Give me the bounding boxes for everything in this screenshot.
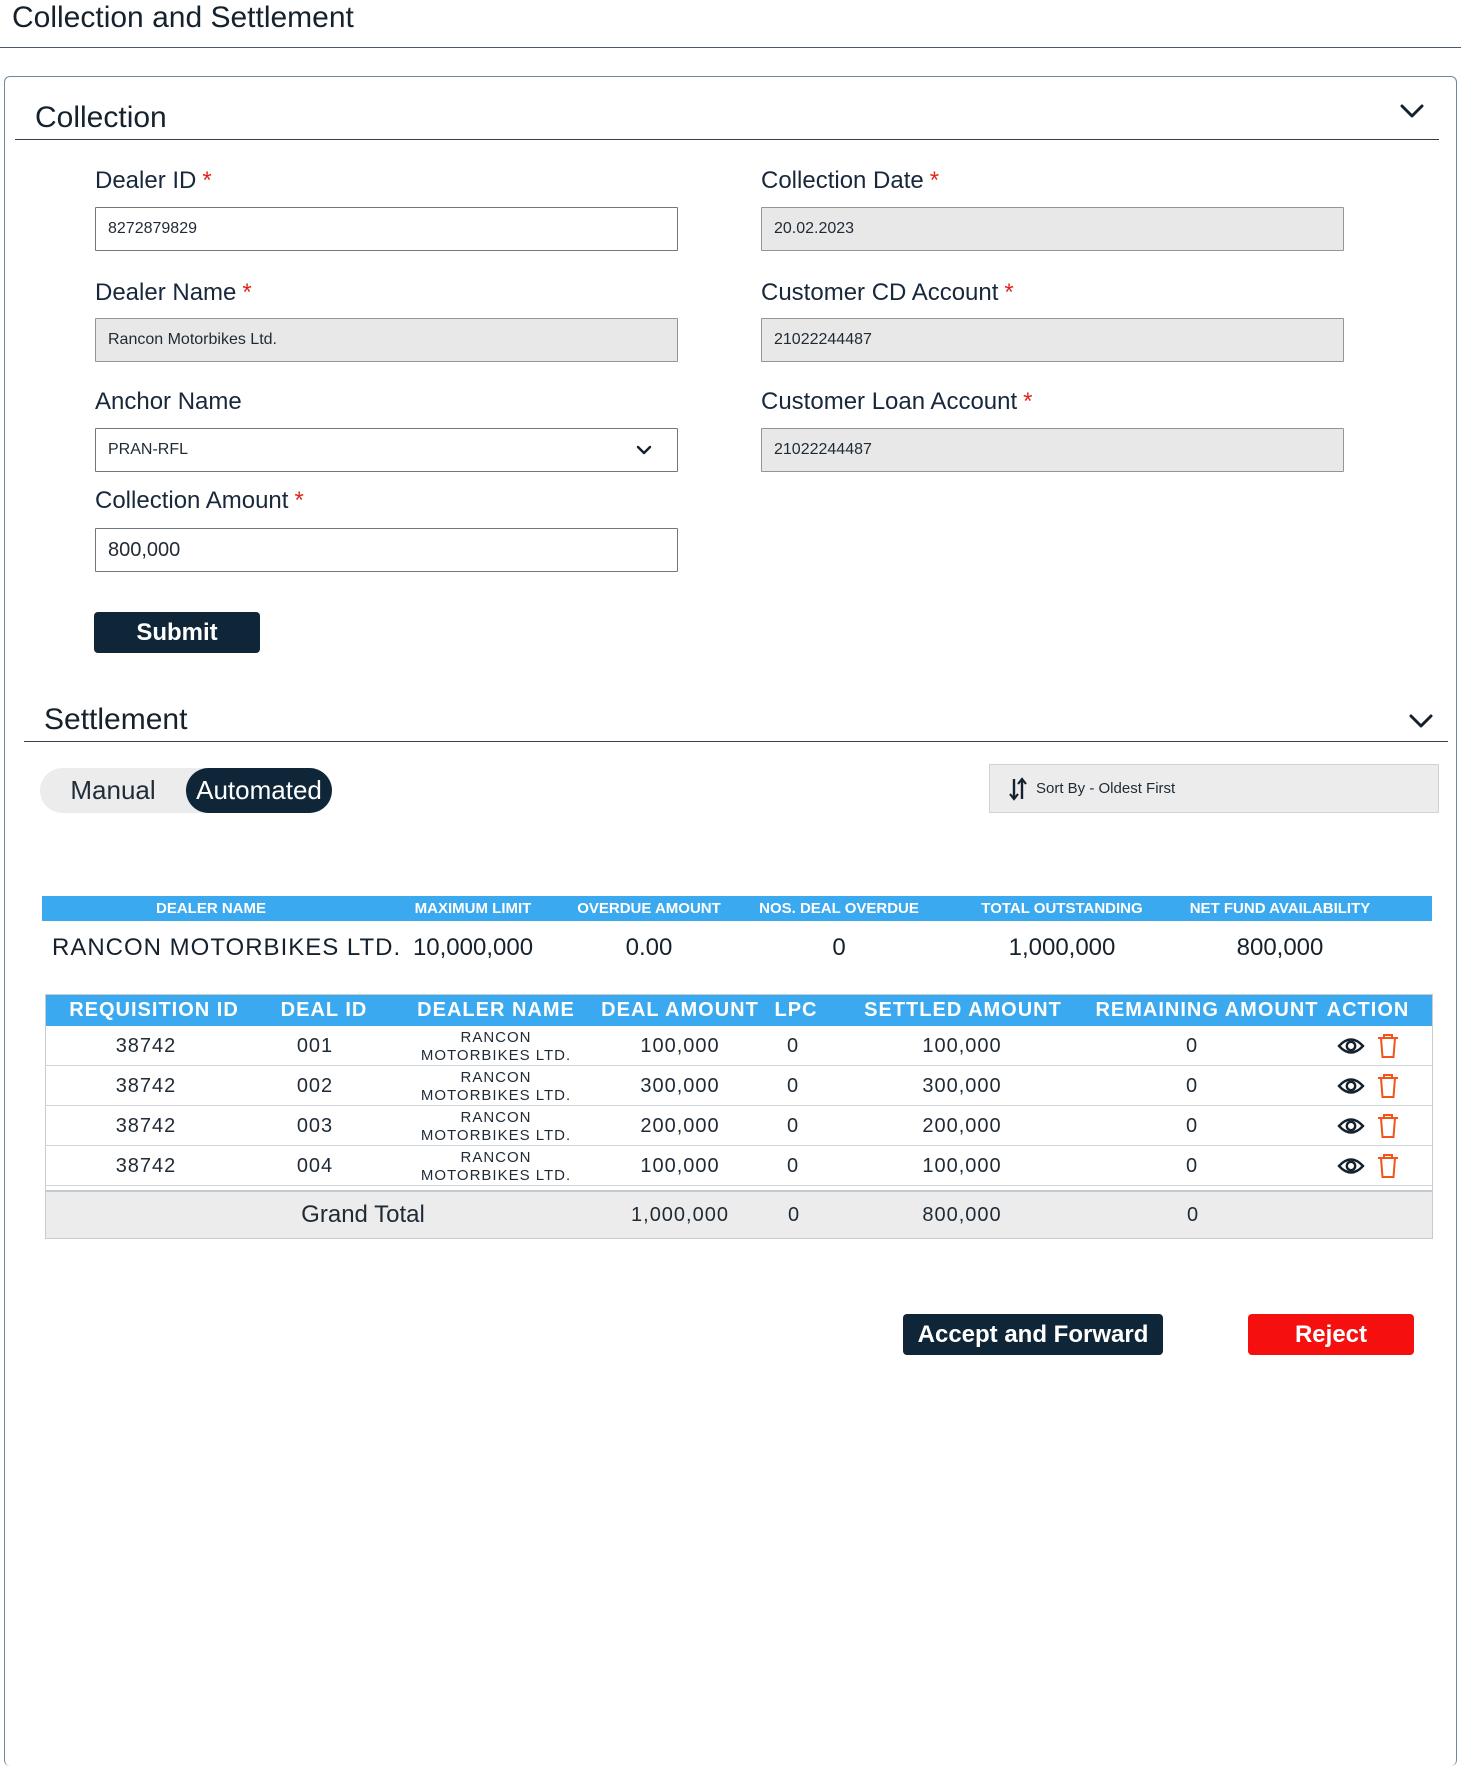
grand-total-lpc: 0 bbox=[787, 1204, 801, 1226]
summary-header-overdue-amount: OVERDUE AMOUNT bbox=[577, 900, 721, 917]
cell-deal-amount: 100,000 bbox=[640, 1035, 720, 1057]
reject-button[interactable]: Reject bbox=[1248, 1314, 1414, 1355]
deals-table-header bbox=[46, 995, 1432, 1026]
header-remaining-amount: REMAINING AMOUNT bbox=[1095, 999, 1319, 1021]
cell-deal-amount: 300,000 bbox=[640, 1075, 720, 1097]
accept-and-forward-button[interactable]: Accept and Forward bbox=[903, 1314, 1163, 1355]
customer-loan-account-input[interactable]: 21022244487 bbox=[761, 428, 1344, 472]
row-actions bbox=[1337, 1146, 1399, 1186]
trash-icon[interactable] bbox=[1377, 1073, 1399, 1099]
cell-requisition-id: 38742 bbox=[115, 1035, 177, 1057]
collection-date-label: Collection Date * bbox=[761, 167, 940, 194]
customer-cd-account-input[interactable]: 21022244487 bbox=[761, 318, 1344, 362]
collection-date-input[interactable]: 20.02.2023 bbox=[761, 207, 1344, 251]
summary-maximum-limit: 10,000,000 bbox=[412, 934, 534, 961]
header-deal-id: DEAL ID bbox=[280, 999, 368, 1021]
cell-lpc: 0 bbox=[786, 1075, 800, 1097]
grand-total-deal-amount: 1,000,000 bbox=[631, 1204, 729, 1226]
toggle-automated[interactable]: Automated bbox=[186, 768, 332, 813]
toggle-manual[interactable]: Manual bbox=[70, 775, 156, 805]
summary-net-fund-availability: 800,000 bbox=[1236, 934, 1324, 961]
cell-remaining-amount: 0 bbox=[1185, 1115, 1199, 1137]
summary-header-net-fund-availability: NET FUND AVAILABILITY bbox=[1189, 900, 1371, 917]
header-requisition-id: REQUISITION ID bbox=[69, 999, 239, 1021]
cell-dealer-name: RANCON MOTORBIKES LTD. bbox=[420, 1029, 572, 1064]
cell-deal-id: 004 bbox=[296, 1155, 334, 1177]
summary-total-outstanding: 1,000,000 bbox=[1008, 934, 1116, 961]
eye-icon[interactable] bbox=[1337, 1156, 1365, 1176]
dealer-name-input[interactable]: Rancon Motorbikes Ltd. bbox=[95, 318, 678, 362]
dealer-id-input[interactable]: 8272879829 bbox=[95, 207, 678, 251]
chevron-down-icon bbox=[635, 441, 653, 459]
table-row bbox=[46, 1146, 1432, 1186]
cell-settled-amount: 300,000 bbox=[922, 1075, 1002, 1097]
settlement-divider bbox=[24, 741, 1448, 742]
cell-lpc: 0 bbox=[786, 1035, 800, 1057]
cell-remaining-amount: 0 bbox=[1185, 1155, 1199, 1177]
dealer-id-label: Dealer ID * bbox=[95, 167, 212, 194]
submit-button[interactable]: Submit bbox=[94, 612, 260, 653]
cell-remaining-amount: 0 bbox=[1185, 1075, 1199, 1097]
table-row bbox=[46, 1066, 1432, 1106]
cell-deal-amount: 200,000 bbox=[640, 1115, 720, 1137]
cell-dealer-name: RANCON MOTORBIKES LTD. bbox=[420, 1149, 572, 1184]
summary-header-maximum-limit: MAXIMUM LIMIT bbox=[414, 900, 532, 917]
grand-total-label: Grand Total bbox=[301, 1201, 425, 1228]
collection-section-title: Collection bbox=[35, 101, 167, 134]
deals-table bbox=[45, 994, 1433, 1239]
settlement-section-title: Settlement bbox=[44, 703, 188, 736]
customer-cd-account-label: Customer CD Account * bbox=[761, 279, 1014, 306]
cell-deal-id: 002 bbox=[296, 1075, 334, 1097]
row-actions bbox=[1337, 1026, 1399, 1066]
trash-icon[interactable] bbox=[1377, 1113, 1399, 1139]
row-actions bbox=[1337, 1066, 1399, 1106]
cell-requisition-id: 38742 bbox=[115, 1075, 177, 1097]
cell-deal-amount: 100,000 bbox=[640, 1155, 720, 1177]
trash-icon[interactable] bbox=[1377, 1033, 1399, 1059]
grand-total-row bbox=[46, 1190, 1432, 1238]
cell-settled-amount: 100,000 bbox=[922, 1035, 1002, 1057]
anchor-name-label: Anchor Name bbox=[95, 388, 242, 415]
eye-icon[interactable] bbox=[1337, 1076, 1365, 1096]
table-row bbox=[46, 1026, 1432, 1066]
header-action: ACTION bbox=[1326, 999, 1410, 1021]
cell-deal-id: 001 bbox=[296, 1035, 334, 1057]
eye-icon[interactable] bbox=[1337, 1116, 1365, 1136]
header-dealer-name: DEALER NAME bbox=[417, 999, 575, 1021]
collection-divider bbox=[15, 139, 1439, 140]
cell-settled-amount: 100,000 bbox=[922, 1155, 1002, 1177]
grand-total-settled-amount: 800,000 bbox=[922, 1204, 1002, 1226]
cell-requisition-id: 38742 bbox=[115, 1115, 177, 1137]
settlement-mode-toggle bbox=[40, 768, 332, 813]
anchor-name-selected-value: PRAN-RFL bbox=[108, 441, 189, 458]
trash-icon[interactable] bbox=[1377, 1153, 1399, 1179]
row-actions bbox=[1337, 1106, 1399, 1146]
cell-settled-amount: 200,000 bbox=[922, 1115, 1002, 1137]
cell-dealer-name: RANCON MOTORBIKES LTD. bbox=[420, 1109, 572, 1144]
grand-total-remaining-amount: 0 bbox=[1186, 1204, 1200, 1226]
cell-dealer-name: RANCON MOTORBIKES LTD. bbox=[420, 1069, 572, 1104]
cell-requisition-id: 38742 bbox=[115, 1155, 177, 1177]
anchor-name-select[interactable] bbox=[95, 428, 678, 472]
header-settled-amount: SETTLED AMOUNT bbox=[864, 999, 1062, 1021]
cell-lpc: 0 bbox=[786, 1115, 800, 1137]
header-deal-amount: DEAL AMOUNT bbox=[601, 999, 759, 1021]
collection-collapse-chevron-icon[interactable] bbox=[1399, 101, 1425, 121]
cell-remaining-amount: 0 bbox=[1185, 1035, 1199, 1057]
page-title: Collection and Settlement bbox=[12, 1, 354, 34]
summary-header-row bbox=[42, 896, 1432, 921]
dealer-name-label: Dealer Name * bbox=[95, 279, 252, 306]
summary-header-dealer-name: DEALER NAME bbox=[155, 900, 267, 917]
collection-amount-label: Collection Amount * bbox=[95, 487, 304, 514]
header-lpc: LPC bbox=[774, 999, 818, 1021]
cell-deal-id: 003 bbox=[296, 1115, 334, 1137]
eye-icon[interactable] bbox=[1337, 1036, 1365, 1056]
summary-overdue-amount: 0.00 bbox=[625, 934, 673, 961]
sort-label: Sort By - Oldest First bbox=[1036, 780, 1176, 797]
settlement-collapse-chevron-icon[interactable] bbox=[1408, 711, 1434, 731]
summary-header-nos-deal-overdue: NOS. DEAL OVERDUE bbox=[759, 900, 919, 917]
summary-header-total-outstanding: TOTAL OUTSTANDING bbox=[981, 900, 1143, 917]
summary-nos-deal-overdue: 0 bbox=[832, 934, 846, 961]
sort-dropdown[interactable] bbox=[989, 764, 1439, 813]
sort-icon bbox=[1008, 776, 1028, 802]
summary-dealer-name: RANCON MOTORBIKES LTD. bbox=[52, 934, 402, 961]
collection-amount-input[interactable]: 800,000 bbox=[95, 528, 678, 572]
customer-loan-account-label: Customer Loan Account * bbox=[761, 388, 1033, 415]
page-title-divider bbox=[0, 47, 1461, 48]
cell-lpc: 0 bbox=[786, 1155, 800, 1177]
table-row bbox=[46, 1106, 1432, 1146]
